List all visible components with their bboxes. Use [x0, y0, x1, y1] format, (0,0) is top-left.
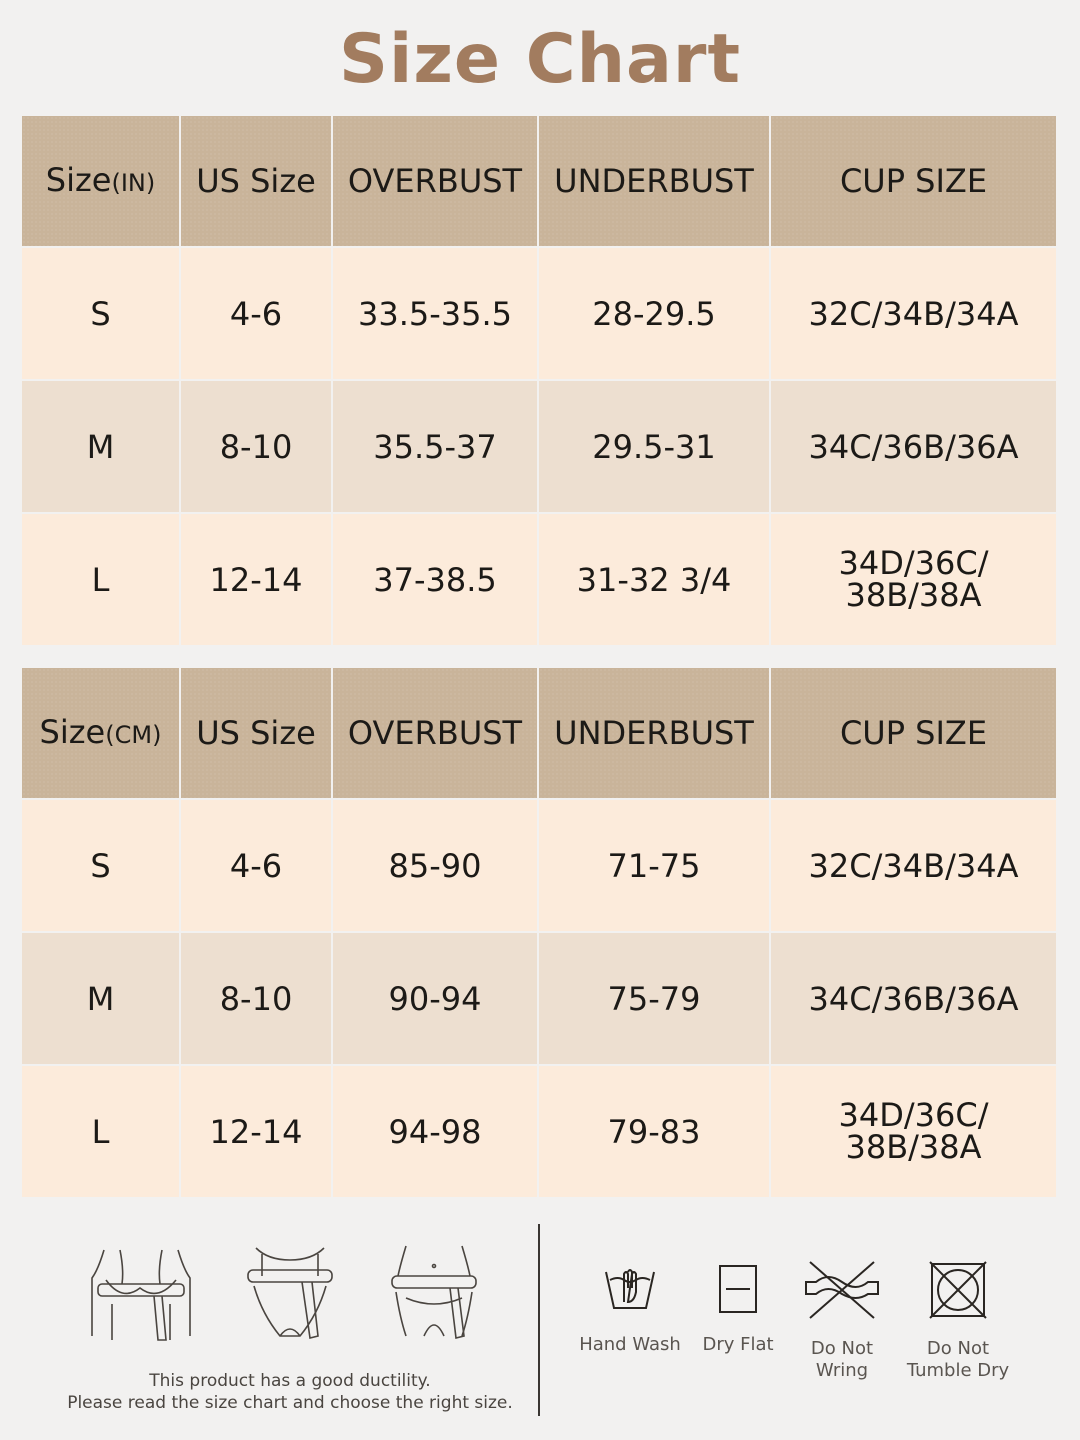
cell-underbust: 75-79 [538, 932, 770, 1065]
cell-overbust: 35.5-37 [332, 380, 538, 513]
care-item-dry-flat [678, 1258, 798, 1356]
cell-cup-size [770, 513, 1056, 645]
bust-measure-illustration [84, 1240, 198, 1348]
care-label: Hand Wash [579, 1334, 681, 1355]
table-row [22, 247, 1056, 380]
cell-cup-size [770, 1065, 1056, 1197]
cell-underbust: 29.5-31 [538, 380, 770, 513]
header-size [22, 668, 180, 799]
cell-overbust: 85-90 [332, 799, 538, 932]
table-row [22, 799, 1056, 932]
size-table-cm [22, 668, 1056, 1197]
cell-cup-size: 32C/34B/34A [770, 799, 1056, 932]
cell-us-size: 12-14 [180, 1065, 332, 1197]
note-line-2: Please read the size chart and choose the right size. [67, 1393, 513, 1413]
cell-size: L [22, 513, 180, 645]
header-overbust: OVERBUST [332, 116, 538, 247]
cell-underbust: 28-29.5 [538, 247, 770, 380]
header-us-size: US Size [180, 668, 332, 799]
header-cup-size: CUP SIZE [770, 116, 1056, 247]
cell-cup-size: 34C/36B/36A [770, 380, 1056, 513]
header-overbust: OVERBUST [332, 668, 538, 799]
cell-underbust: 31-32 3/4 [538, 513, 770, 645]
cell-size: S [22, 247, 180, 380]
cell-size: M [22, 380, 180, 513]
header-size [22, 116, 180, 247]
cell-overbust: 94-98 [332, 1065, 538, 1197]
cell-size: S [22, 799, 180, 932]
table-row [22, 380, 1056, 513]
size-table-inches [22, 116, 1056, 645]
cell-overbust: 90-94 [332, 932, 538, 1065]
header-underbust: UNDERBUST [538, 116, 770, 247]
care-label: Dry Flat [702, 1334, 774, 1355]
care-label: Do Not Wring [810, 1338, 874, 1381]
cell-size: M [22, 932, 180, 1065]
header-size-label: Size [39, 712, 106, 751]
do-not-tumble-dry-icon [926, 1258, 990, 1322]
table-row [22, 513, 1056, 645]
cup-size-text: 34D/36C/ 38B/38A [838, 544, 989, 614]
page-title: Size Chart [339, 20, 741, 99]
header-us-size: US Size [180, 116, 332, 247]
care-item-do-not-wring [782, 1258, 902, 1382]
do-not-wring-icon [802, 1258, 882, 1322]
cell-us-size: 4-6 [180, 247, 332, 380]
cell-underbust: 79-83 [538, 1065, 770, 1197]
header-unit: (CM) [105, 720, 162, 749]
care-item-hand-wash [570, 1258, 690, 1356]
ductility-note [40, 1370, 540, 1414]
cell-overbust: 33.5-35.5 [332, 247, 538, 380]
table-row [22, 1065, 1056, 1197]
care-item-do-not-tumble-dry [898, 1258, 1018, 1382]
cell-underbust: 71-75 [538, 799, 770, 932]
cell-cup-size: 32C/34B/34A [770, 247, 1056, 380]
cup-size-text: 34D/36C/ 38B/38A [838, 1096, 989, 1166]
cell-cup-size: 34C/36B/36A [770, 932, 1056, 1065]
cell-us-size: 4-6 [180, 799, 332, 932]
header-size-label: Size [45, 160, 112, 199]
header-underbust: UNDERBUST [538, 668, 770, 799]
underbust-measure-illustration [240, 1240, 340, 1348]
cell-us-size: 12-14 [180, 513, 332, 645]
table-header-row [22, 116, 1056, 247]
cell-overbust: 37-38.5 [332, 513, 538, 645]
header-unit: (IN) [111, 168, 156, 197]
hand-wash-icon [600, 1258, 660, 1318]
cell-us-size: 8-10 [180, 380, 332, 513]
table-header-row [22, 668, 1056, 799]
table-row [22, 932, 1056, 1065]
dry-flat-icon [708, 1258, 768, 1318]
hip-measure-illustration [384, 1240, 484, 1348]
header-cup-size: CUP SIZE [770, 668, 1056, 799]
footer-divider [538, 1224, 540, 1416]
note-line-1: This product has a good ductility. [149, 1371, 431, 1391]
cell-us-size: 8-10 [180, 932, 332, 1065]
care-label: Do Not Tumble Dry [906, 1338, 1010, 1381]
cell-size: L [22, 1065, 180, 1197]
